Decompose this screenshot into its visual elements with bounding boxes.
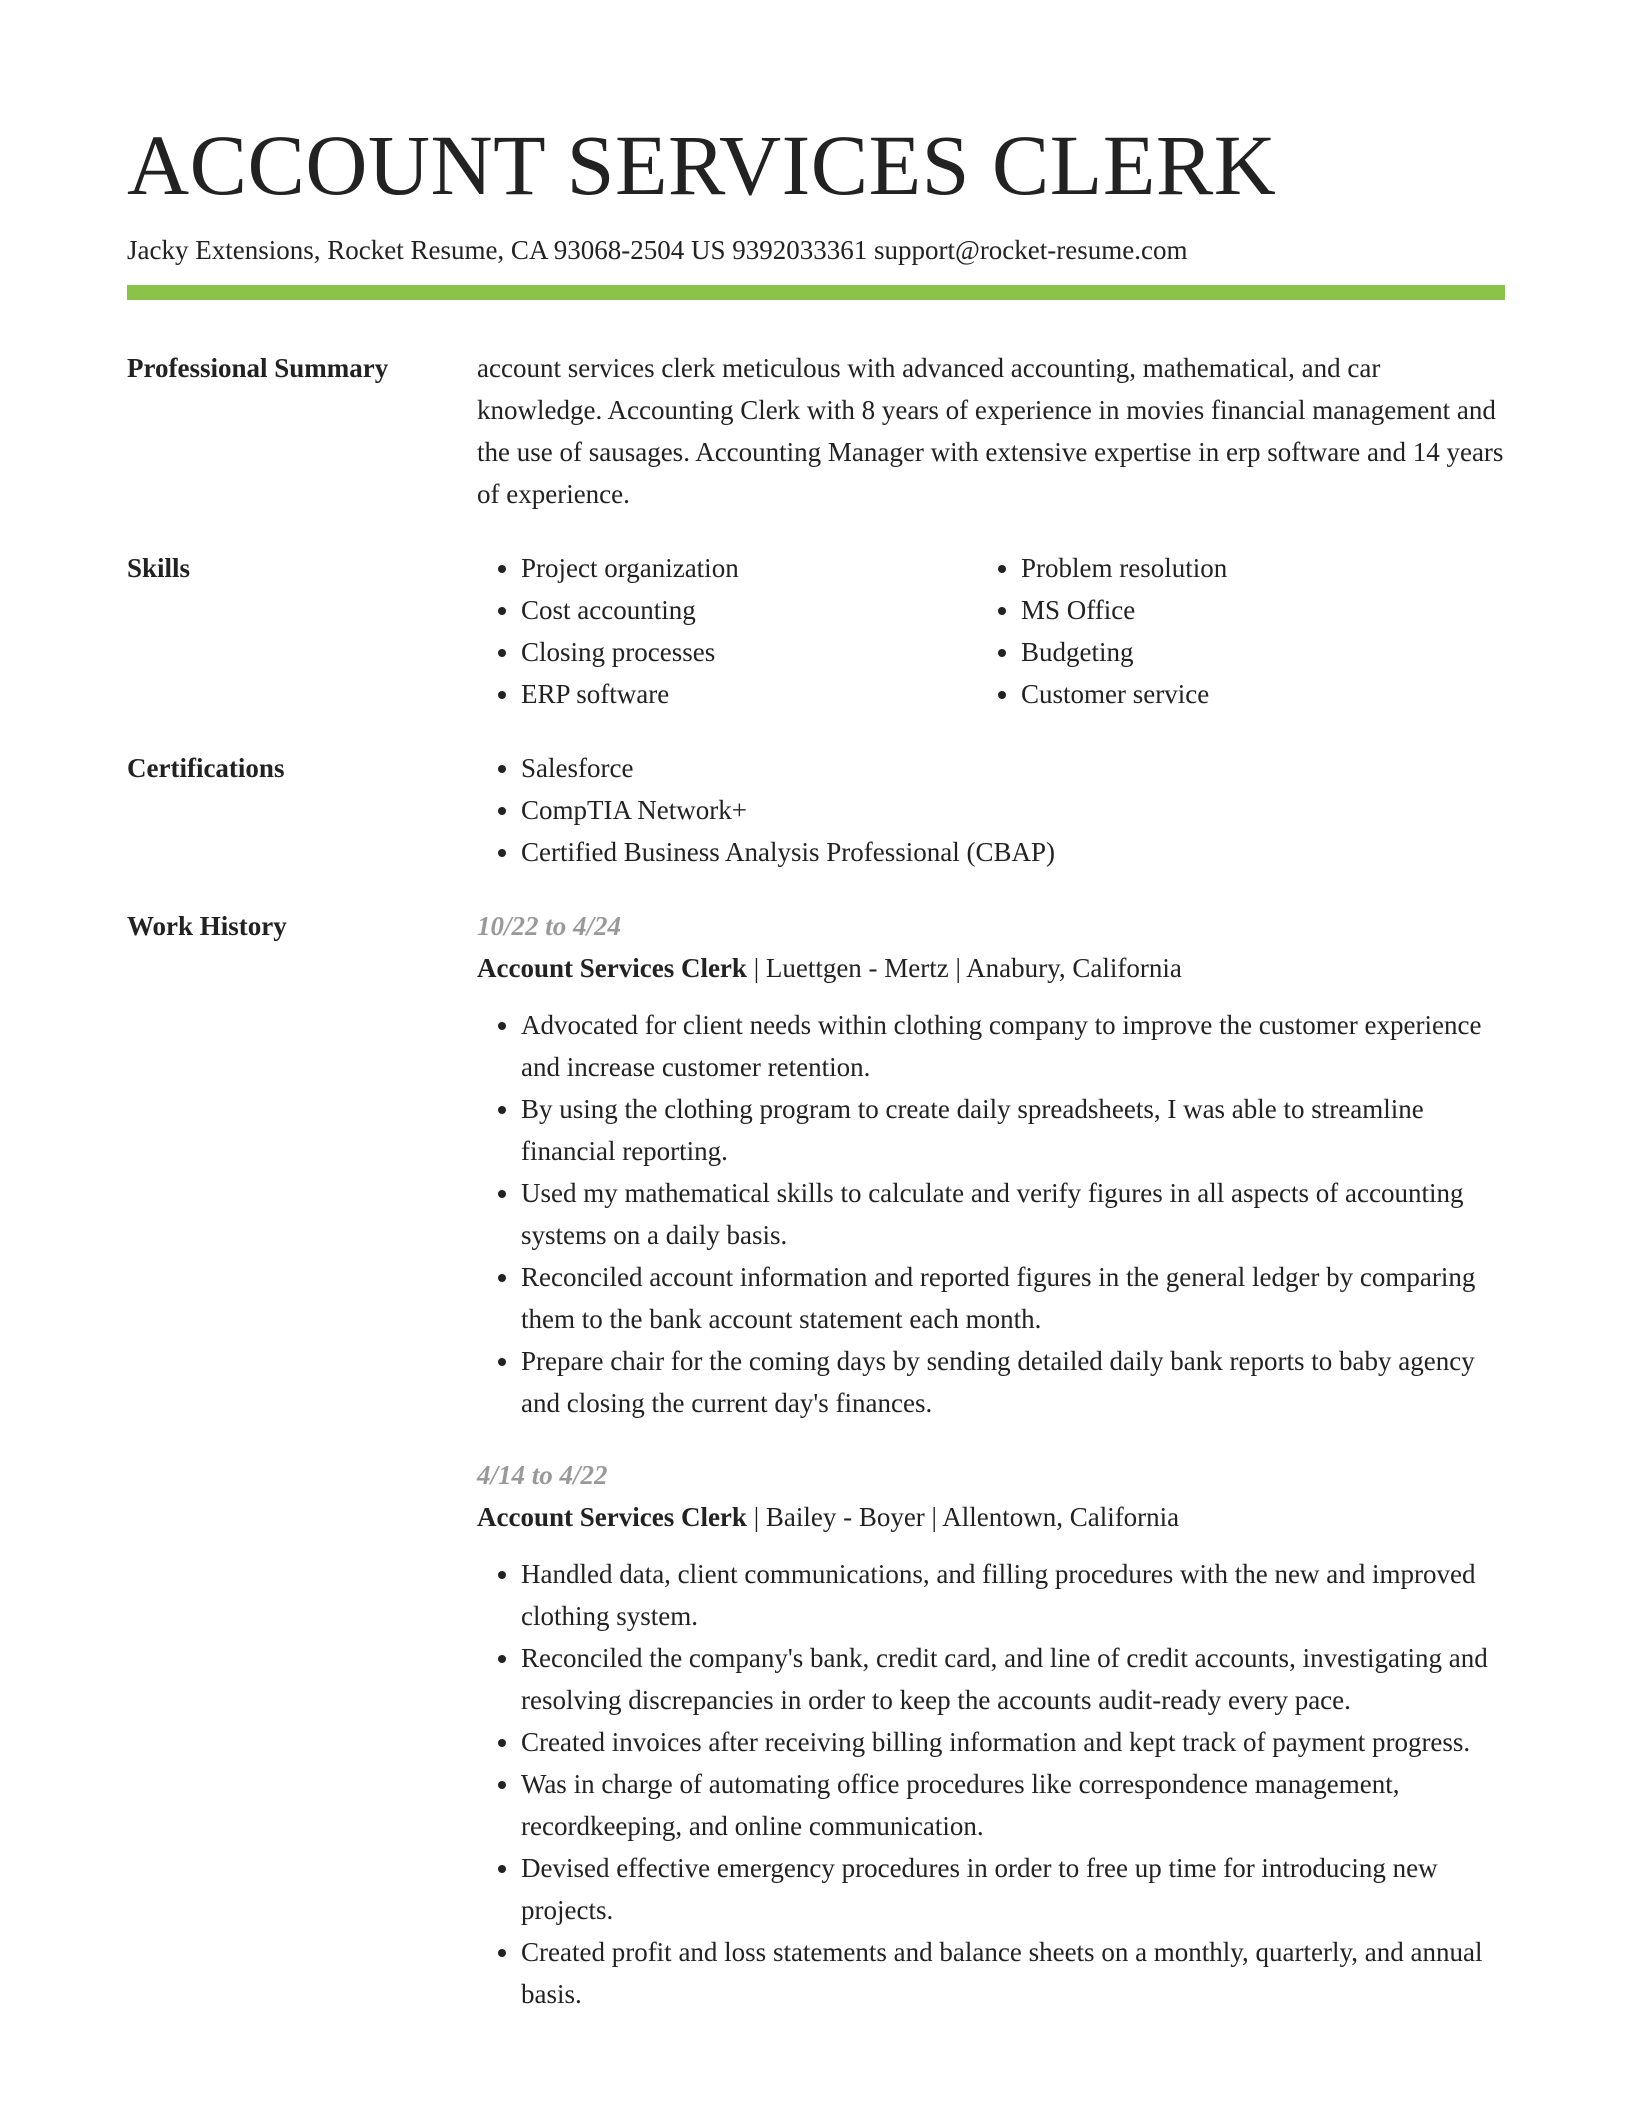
- skills-column-2: [977, 547, 1505, 715]
- job-dates: 10/22 to 4/24: [477, 911, 622, 942]
- skills-list: [477, 547, 1505, 715]
- job-dates: 4/14 to 4/22: [477, 1460, 608, 1491]
- job-bullet: • Created profit and loss statements and balance sheets on a monthly, quarterly, and annual basis.: [521, 1931, 1505, 2015]
- job-heading: [477, 1496, 1505, 1538]
- job-employer-location: | Luettgen - Mertz | Anabury, California: [746, 953, 1182, 984]
- professional-summary-section: [127, 347, 1505, 515]
- skill-item: • ERP software: [521, 673, 977, 715]
- skill-item: • MS Office: [1021, 589, 1505, 631]
- skill-item: • Closing processes: [521, 631, 977, 673]
- skill-item: • Cost accounting: [521, 589, 977, 631]
- job-bullets: [477, 1553, 1505, 2015]
- job-bullet: • By using the clothing program to create daily spreadsheets, I was able to streamline financial reporting.: [521, 1088, 1505, 1172]
- section-label-work-history: Work History: [127, 911, 287, 942]
- section-label-skills: Skills: [127, 553, 191, 584]
- accent-divider: [127, 285, 1505, 300]
- job-entry: [477, 1454, 1505, 2015]
- certification-item: • Salesforce: [521, 747, 1505, 789]
- job-title: Account Services Clerk: [477, 1502, 747, 1533]
- section-label-certifications: Certifications: [127, 753, 285, 784]
- certifications-list: [477, 747, 1505, 873]
- contact-line: Jacky Extensions, Rocket Resume, CA 93068-2504 US 9392033361 support@rocket-resume.com: [127, 235, 1188, 265]
- skill-item: • Problem resolution: [1021, 547, 1505, 589]
- job-bullet: • Handled data, client communications, and filling procedures with the new and improved clothing system.: [521, 1553, 1505, 1637]
- job-bullet: • Devised effective emergency procedures in order to free up time for introducing new projects.: [521, 1847, 1505, 1931]
- job-bullet: • Reconciled account information and reported figures in the general ledger by comparing them to the bank account statement each month.: [521, 1256, 1505, 1340]
- job-bullet: • Was in charge of automating office procedures like correspondence management, recordkeeping, and online communication.: [521, 1763, 1505, 1847]
- job-bullet: • Prepare chair for the coming days by sending detailed daily bank reports to baby agency and closing the current day's finances.: [521, 1340, 1505, 1424]
- resume-name: ACCOUNT SERVICES CLERK: [127, 117, 1277, 213]
- section-label-summary: Professional Summary: [127, 353, 389, 384]
- job-bullets: [477, 1004, 1505, 1424]
- job-employer-location: | Bailey - Boyer | Allentown, California: [746, 1502, 1180, 1533]
- skill-item: • Project organization: [521, 547, 977, 589]
- work-history-section: [127, 905, 1505, 2015]
- job-heading: [477, 947, 1505, 989]
- job-bullet: • Reconciled the company's bank, credit card, and line of credit accounts, investigating and resolving discrepancies in order to keep the accounts audit-ready every pace.: [521, 1637, 1505, 1721]
- skills-section: [127, 547, 1505, 715]
- job-title: Account Services Clerk: [477, 953, 747, 984]
- skills-column-1: [477, 547, 977, 715]
- certification-item: • Certified Business Analysis Professional (CBAP): [521, 831, 1505, 873]
- job-bullet: • Created invoices after receiving billing information and kept track of payment progress.: [521, 1721, 1505, 1763]
- job-bullet: • Advocated for client needs within clothing company to improve the customer experience and increase customer retention.: [521, 1004, 1505, 1088]
- skill-item: • Customer service: [1021, 673, 1505, 715]
- job-entry: [477, 905, 1505, 1424]
- work-history-list: [477, 905, 1505, 2015]
- summary-text: account services clerk meticulous with advanced accounting, mathematical, and car knowledge. Accounting Clerk with 8 years of experience in movies financial management and the use of sausages. Accounting Manager with extensive expertise in erp software and 14 years of experience.: [477, 353, 1504, 510]
- certifications-section: [127, 747, 1505, 873]
- skill-item: • Budgeting: [1021, 631, 1505, 673]
- job-bullet: • Used my mathematical skills to calculate and verify figures in all aspects of accounting systems on a daily basis.: [521, 1172, 1505, 1256]
- certification-item: • CompTIA Network+: [521, 789, 1505, 831]
